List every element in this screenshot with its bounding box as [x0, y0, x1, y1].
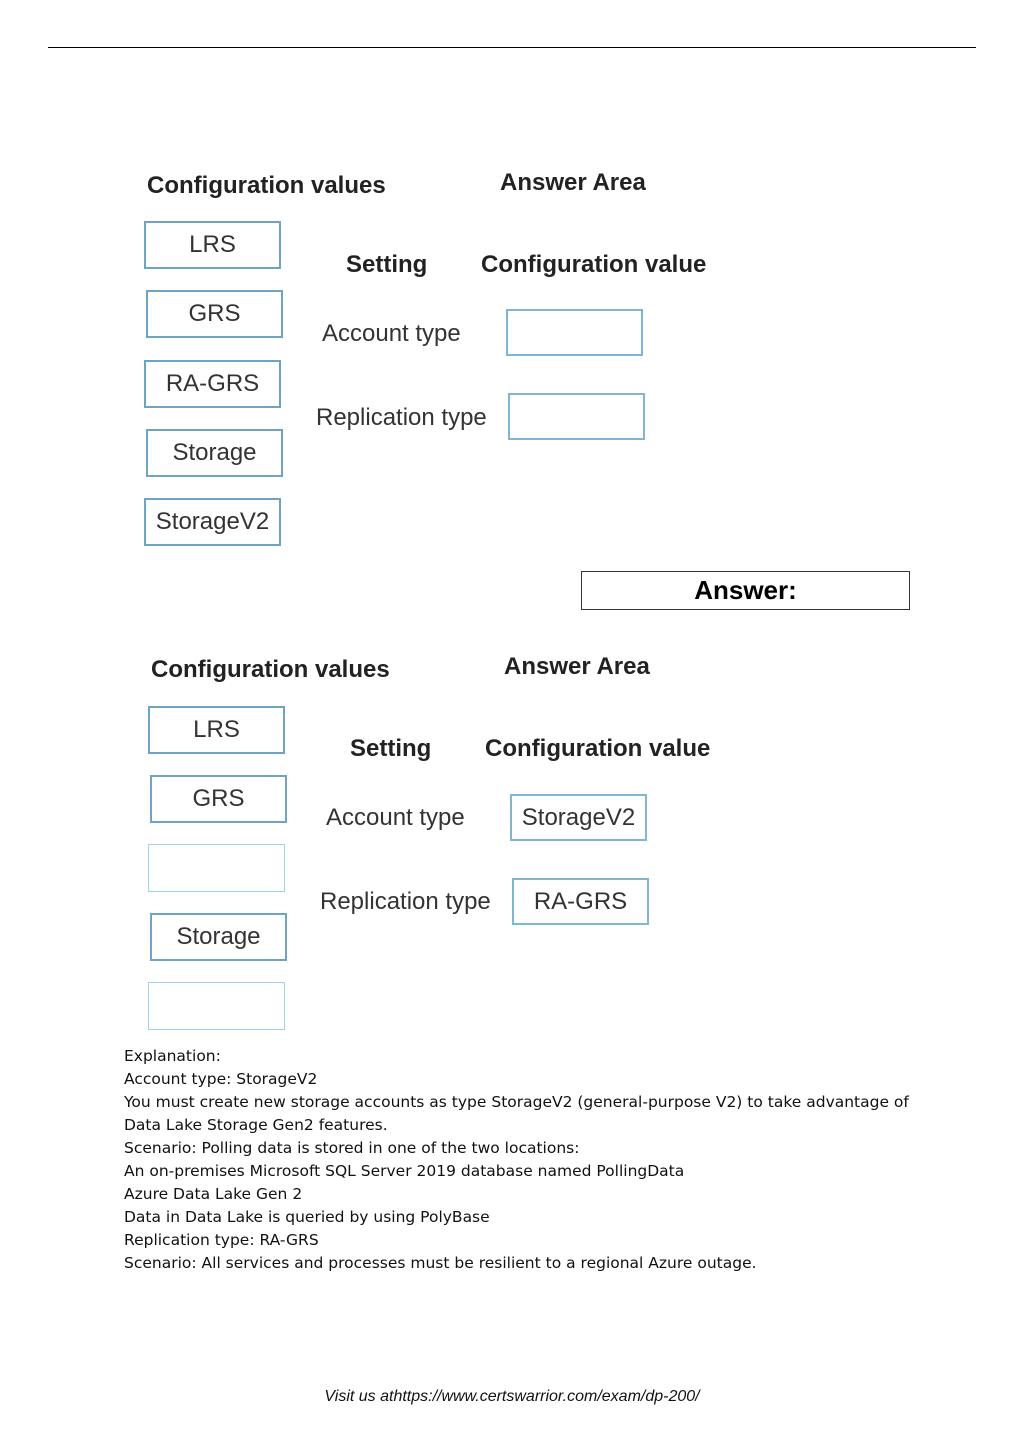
footer-link[interactable]: Visit us athttps://www.certswarrior.com/exam/dp-200/: [324, 1388, 700, 1405]
answer-setting-account-type: Account type: [326, 804, 465, 831]
config-value-header: Configuration value: [481, 251, 707, 278]
answer-setting-header: Setting: [350, 735, 432, 762]
answer-account-type-slot[interactable]: StorageV2: [510, 794, 647, 841]
chip-ra-grs[interactable]: RA-GRS: [144, 360, 281, 408]
answer-replication-type-slot[interactable]: RA-GRS: [512, 878, 649, 925]
answer-answer-area-title: Answer Area: [504, 653, 650, 680]
explanation-line: Azure Data Lake Gen 2: [124, 1185, 303, 1203]
answer-chip-empty-1[interactable]: [148, 844, 285, 892]
setting-header: Setting: [346, 251, 428, 278]
answer-chip-storage[interactable]: Storage: [150, 913, 287, 961]
explanation-line: Data in Data Lake is queried by using PolyBase: [124, 1208, 490, 1226]
explanation-line: Data Lake Storage Gen2 features.: [124, 1116, 388, 1134]
answer-setting-replication-type: Replication type: [320, 888, 491, 915]
chip-storage[interactable]: Storage: [146, 429, 283, 477]
explanation-line: Account type: StorageV2: [124, 1070, 318, 1088]
config-values-title: Configuration values: [147, 172, 386, 199]
answer-config-value-header: Configuration value: [485, 735, 711, 762]
explanation-line: Explanation:: [124, 1047, 221, 1065]
explanation-block: [124, 1045, 924, 1275]
chip-grs[interactable]: GRS: [146, 290, 283, 338]
answer-chip-grs[interactable]: GRS: [150, 775, 287, 823]
explanation-line: Scenario: Polling data is stored in one of the two locations:: [124, 1139, 580, 1157]
replication-type-slot[interactable]: [508, 393, 645, 440]
explanation-line: Scenario: All services and processes must be resilient to a regional Azure outage.: [124, 1254, 757, 1272]
answer-chip-empty-2[interactable]: [148, 982, 285, 1030]
explanation-line: Replication type: RA-GRS: [124, 1231, 319, 1249]
answer-chip-lrs[interactable]: LRS: [148, 706, 285, 754]
chip-lrs[interactable]: LRS: [144, 221, 281, 269]
setting-replication-type: Replication type: [316, 404, 487, 431]
answer-label-box: Answer:: [581, 571, 910, 610]
answer-config-values-title: Configuration values: [151, 656, 390, 683]
chip-storagev2[interactable]: StorageV2: [144, 498, 281, 546]
answer-area-title: Answer Area: [500, 169, 646, 196]
setting-account-type: Account type: [322, 320, 461, 347]
explanation-line: You must create new storage accounts as type StorageV2 (general-purpose V2) to take advantage of: [124, 1093, 909, 1111]
explanation-line: An on-premises Microsoft SQL Server 2019 database named PollingData: [124, 1162, 685, 1180]
